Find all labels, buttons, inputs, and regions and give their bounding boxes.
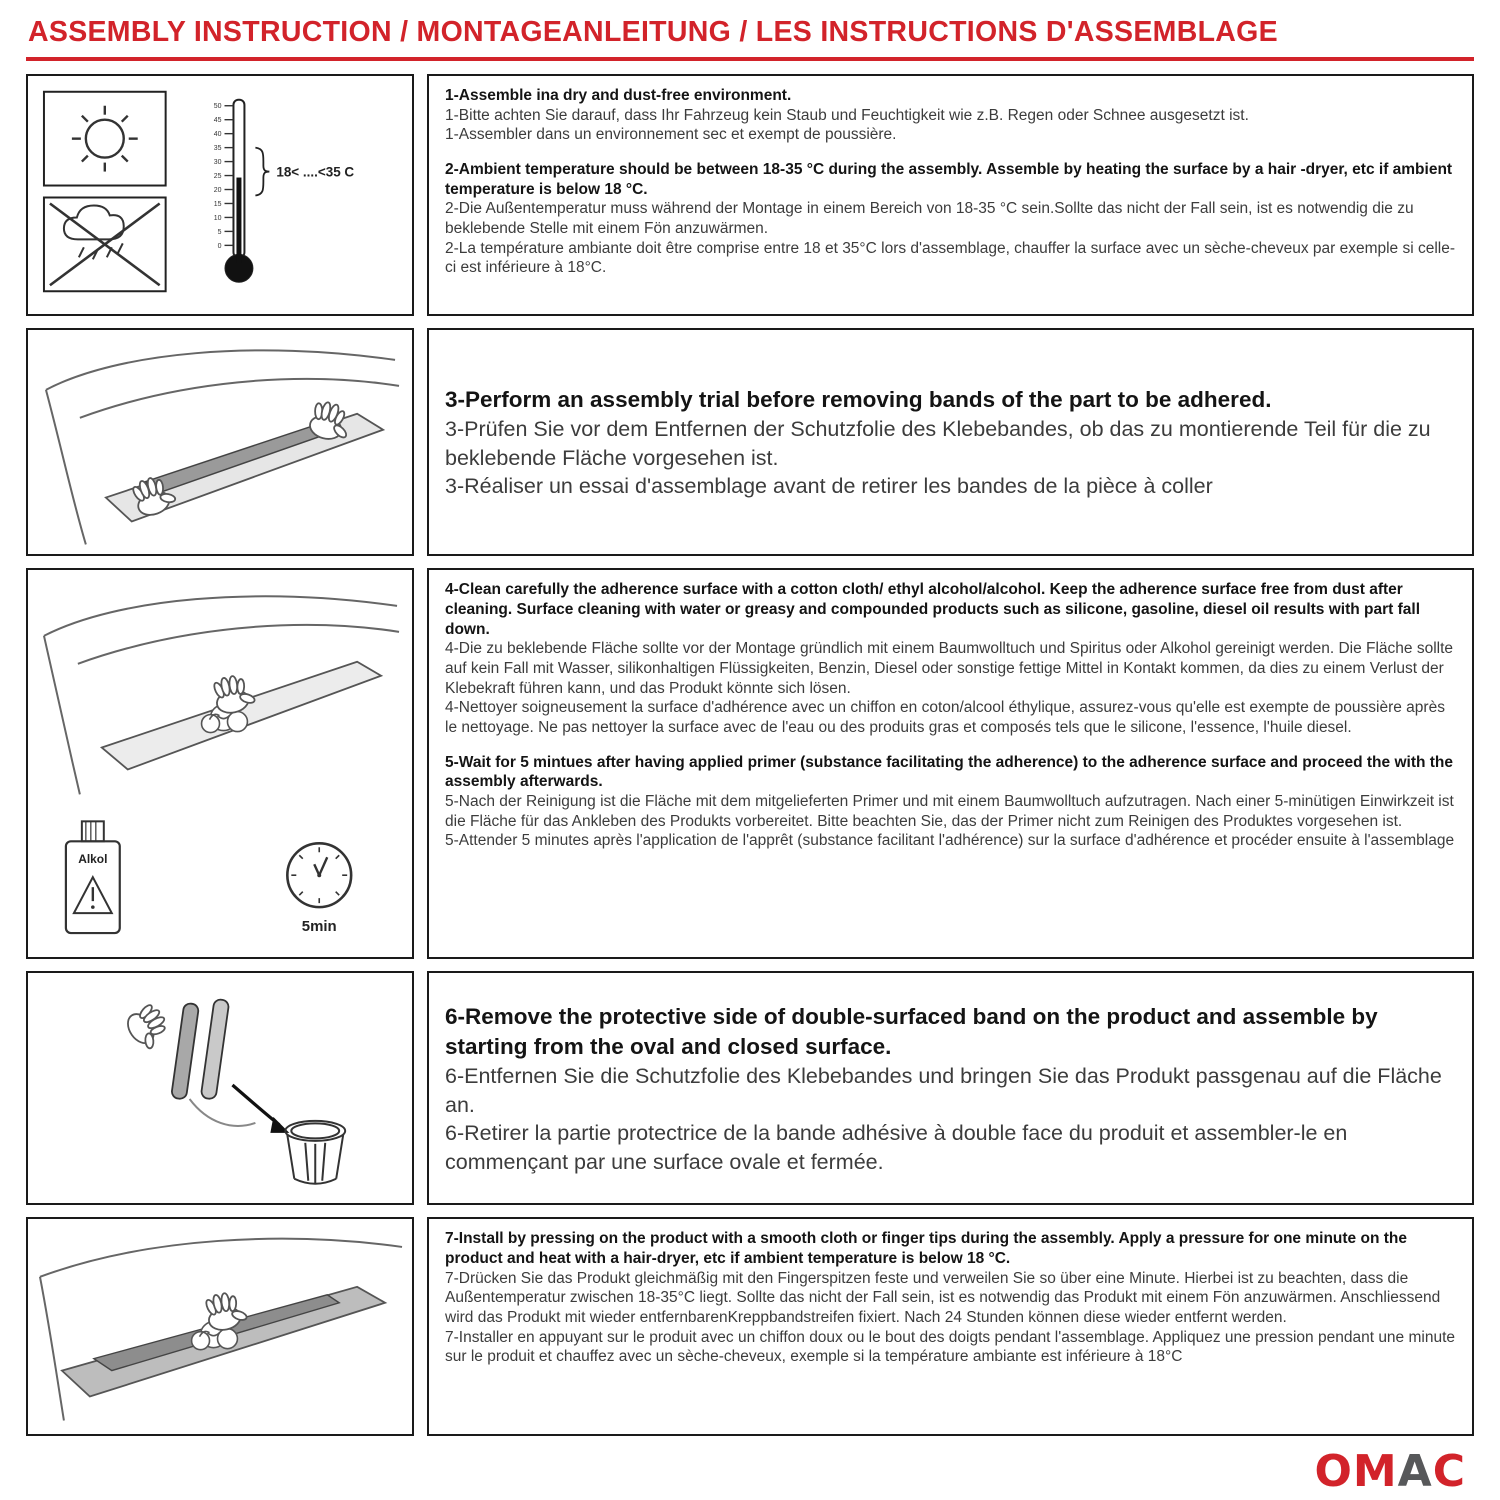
illustration-environment <box>26 74 414 316</box>
thermometer-tick-label: 10 <box>213 214 222 222</box>
section-environment-text <box>427 74 1474 316</box>
thermometer-tick-label: 5 <box>217 228 222 236</box>
illustration-remove-film <box>26 971 414 1205</box>
product-strips <box>171 999 255 1126</box>
logo-text-a: A <box>1397 1445 1433 1497</box>
step-5-fr: 5-Attender 5 minutes après l'application de l'apprêt (substance facilitant l'adhérence) sur la surface d'adhérence et procéder ensuite à l'assemblage <box>445 832 1455 850</box>
door-frame <box>46 350 399 544</box>
footer <box>26 1445 1474 1497</box>
section-assembly-trial <box>26 328 1474 556</box>
page-title: ASSEMBLY INSTRUCTION / MONTAGEANLEITUNG / LES INSTRUCTIONS D'ASSEMBLAGE <box>28 16 1278 48</box>
thermometer-tick-label: 45 <box>213 117 222 125</box>
peeled-film <box>190 1099 256 1126</box>
title-underline <box>26 57 1474 61</box>
step-2-de: 2-Die Außentemperatur muss während der Montage in einem Bereich von 18-35 °C sein.Sollte das nicht der Fall sein, ist es notwendig die zu beklebende Stelle mit einem Fön anzuwärmen. <box>445 200 1414 238</box>
step-3-fr: 3-Réaliser un essai d'assemblage avant de retirer les bandes de la pièce à coller <box>445 474 1213 499</box>
no-rain-icon <box>50 203 160 285</box>
step-7-de: 7-Drücken Sie das Produkt gleichmäßig mit den Fingerspitzen feste und verweilen Sie so über eine Minute. Hierbei ist zu beachten, dass die Außentemperatur zwischen 18-35°C liegt. Sollte das nicht der Fall sein, ist es notwendig das Produkt mit einem Fön anzuwärmen. Anschliessend wird das Produkt mit wieder entfernbarenKreppbandstreifen fixiert. Nach 24 Stunden können diese wieder entfernt werden. <box>445 1269 1441 1327</box>
thermometer-tick-label: 50 <box>213 103 222 111</box>
step-3-de: 3-Prüfen Sie vor dem Entfernen der Schutzfolie des Klebebandes, ob das zu montierende Teil für die zu beklebende Fläche vorgesehen ist. <box>445 417 1431 470</box>
thermometer-tick-label: 35 <box>213 145 222 153</box>
omac-logo <box>1314 1445 1466 1497</box>
step-1-fr: 1-Assembler dans un environnement sec et exempt de poussière. <box>445 126 897 144</box>
thermometer-tick-label: 15 <box>213 200 222 208</box>
thermometer-tick-label: 0 <box>217 242 222 250</box>
clock-icon <box>287 844 351 936</box>
section-assembly-trial-text <box>427 328 1474 556</box>
step-6-de: 6-Entfernen Sie die Schutzfolie des Klebebandes und bringen Sie das Produkt passgenau auf die Fläche an. <box>445 1064 1442 1117</box>
section-press-install <box>26 1217 1474 1435</box>
step-2-fr: 2-La température ambiante doit être comprise entre 18 et 35°C lors d'assemblage, chauffer la surface avec un sèche-cheveux par exemple si celle-ci est inférieure à 18°C. <box>445 239 1456 277</box>
thermometer-tick-label: 20 <box>213 187 222 195</box>
step-6-fr: 6-Retirer la partie protectrice de la bande adhésive à double face du produit et assembler-le en commençant par une surface ovale et fermée. <box>445 1121 1348 1174</box>
thermometer-icon <box>214 100 355 283</box>
sun-icon <box>72 106 138 172</box>
step-1-en: 1-Assemble ina dry and dust-free environment. <box>445 87 792 104</box>
press-install-svg <box>28 1219 412 1433</box>
environment-svg <box>28 76 412 314</box>
section-cleaning-primer-text <box>427 568 1474 959</box>
thermometer-tick-label: 25 <box>213 173 222 181</box>
assembly-trial-svg <box>28 330 412 554</box>
thermometer-tick-label: 40 <box>213 131 222 139</box>
section-environment <box>26 74 1474 316</box>
step-1-de: 1-Bitte achten Sie darauf, dass Ihr Fahrzeug kein Staub und Feuchtigkeit wie z.B. Regen oder Schnee ausgesetzt ist. <box>445 106 1249 124</box>
illustration-assembly-trial <box>26 328 414 556</box>
section-remove-film-text <box>427 971 1474 1205</box>
clock-label: 5min <box>301 918 337 936</box>
brace-icon <box>255 148 269 196</box>
logo-text-c: C <box>1432 1445 1466 1497</box>
bottle-label: Alkol <box>78 852 108 867</box>
logo-text-om: OM <box>1314 1445 1398 1497</box>
illustration-press-install <box>26 1217 414 1435</box>
step-4-de: 4-Die zu beklebende Fläche sollte vor der Montage gründlich mit einem Baumwolltuch und Spiritus oder Alkohol gereinigt werden. Die Fläche sollte auf kein Fall mit Wasser, silikonhaltigen Flüssigkeiten, Benzin, Diesel oder sonstige fettige Mittel in Kontakt kommen, da dies zu einem Verlust der Klebekraft führen kann, und das Produkt könnte sich lösen. <box>445 640 1454 697</box>
trash-bin-icon <box>285 1121 345 1184</box>
step-2-en: 2-Ambient temperature should be between 18-35 °C during the assembly. Assemble by heating the surface by a hair -dryer, etc if ambient temperature is below 18 °C. <box>445 161 1453 198</box>
hand-icon <box>122 1001 175 1054</box>
step-5-en: 5-Wait for 5 mintues after having applied primer (substance facilitating the adherence) to the adherence surface and proceed the with the assembly afterwards. <box>445 753 1453 791</box>
thermometer-tick-label: 30 <box>213 159 222 167</box>
step-7-en: 7-Install by pressing on the product with a smooth cloth or finger tips during the assembly. Apply a pressure for one minute on the product and heat with a hair-dryer, etc if ambient temperature is below 18 °C. <box>445 1230 1407 1268</box>
step-7-fr: 7-Installer en appuyant sur le produit avec un chiffon doux ou le bout des doigts pendant l'assemblage. Appliquez une pression pendant une minute sur le produit et chauffez avec un sèche-cheveux, exemple si la température ambiante est inférieure à 18°C <box>445 1328 1456 1366</box>
cleaning-svg <box>28 570 412 957</box>
alcohol-bottle-icon <box>66 822 120 934</box>
illustration-cleaning <box>26 568 414 959</box>
temp-range-label: 18< ....<35 C <box>276 164 355 180</box>
section-cleaning-primer <box>26 568 1474 959</box>
step-5-de: 5-Nach der Reinigung ist die Fläche mit dem mitgelieferten Primer und mit einem Baumwolltuch aufzutragen. Nach einer 5-minütigen Einwirkzeit ist die Fläche für das Ankleben des Produkts vorbereitet. Bitte beachten Sie, das der Primer nicht zum Reinigen des Produktes vorgesehen ist. <box>445 793 1454 830</box>
step-6-en: 6-Remove the protective side of double-surfaced band on the product and assemble by starting from the oval and closed surface. <box>445 1004 1378 1060</box>
remove-film-svg <box>28 973 412 1203</box>
section-remove-film <box>26 971 1474 1205</box>
step-4-en: 4-Clean carefully the adherence surface with a cotton cloth/ ethyl alcohol/alcohol. Keep the adherence surface free from dust after cleaning. Surface cleaning with water or greasy and compounded products such as silicone, gasoline, diesel oil results with part fall down. <box>445 581 1421 638</box>
section-press-install-text <box>427 1217 1474 1435</box>
step-4-fr: 4-Nettoyer soigneusement la surface d'adhérence avec un chiffon en coton/alcool éthylique, assurez-vous qu'elle est exempte de poussière après le nettoyage. Ne pas nettoyer la surface avec de l'eau ou des produits gras et composés tels que le silicone, l'essence, l'huile diesel. <box>445 699 1445 737</box>
step-3-en: 3-Perform an assembly trial before removing bands of the part to be adhered. <box>445 387 1272 413</box>
